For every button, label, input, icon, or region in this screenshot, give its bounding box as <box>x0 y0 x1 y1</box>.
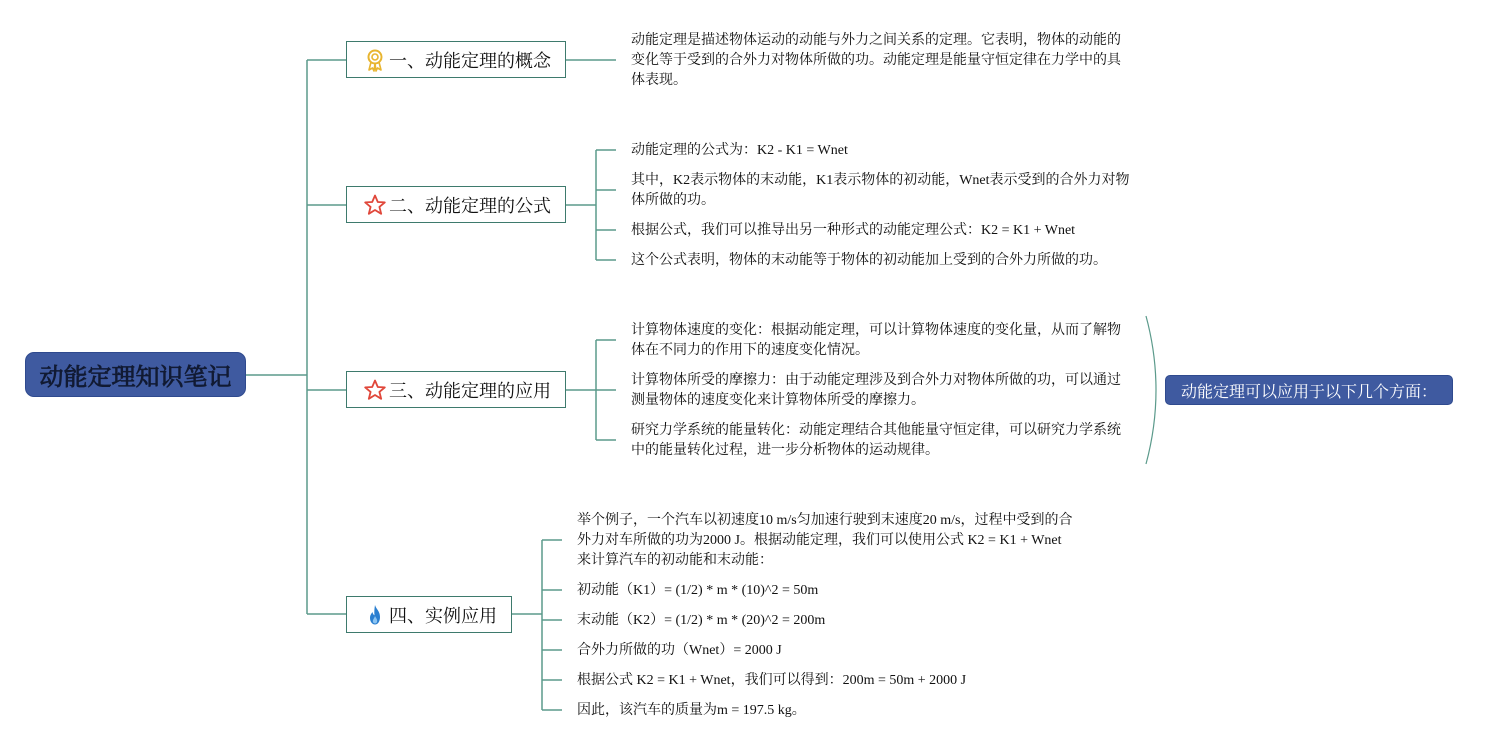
leaf-text: 末动能（K2）= (1/2) * m * (20)^2 = 200m <box>577 613 826 628</box>
summary-text: 动能定理可以应用于以下几个方面： <box>1180 381 1437 401</box>
summary-node[interactable] <box>1165 375 1453 405</box>
leaf-text: 这个公式表明，物体的末动能等于物体的初动能加上受到的合外力所做的功。 <box>631 253 1107 268</box>
branch-title: 二、动能定理的公式 <box>389 195 551 217</box>
branch-title: 一、动能定理的概念 <box>389 50 551 72</box>
leaf-text: 初动能（K1）= (1/2) * m * (10)^2 = 50m <box>577 583 819 598</box>
star-outline-icon <box>363 378 387 402</box>
star-outline-icon <box>363 193 387 217</box>
branch-application[interactable] <box>346 371 566 408</box>
leaf-text: 其中，K2表示物体的末动能，K1表示物体的初动能，Wnet表示受到的合外力对物体所做的功。 <box>631 173 1130 208</box>
branch-formula[interactable] <box>346 186 566 223</box>
flame-icon <box>363 603 387 627</box>
root-node[interactable] <box>25 352 246 397</box>
leaf-text: 动能定理的公式为：K2 - K1 = Wnet <box>631 143 848 158</box>
leaf-text: 研究力学系统的能量转化：动能定理结合其他能量守恒定律，可以研究力学系统中的能量转化过程，进一步分析物体的运动规律。 <box>631 423 1121 458</box>
leaf-text: 根据公式 K2 = K1 + Wnet，我们可以得到：200m = 50m + 2000 J <box>577 673 967 688</box>
branch-concept[interactable] <box>346 41 566 78</box>
leaf-text: 计算物体所受的摩擦力：由于动能定理涉及到合外力对物体所做的功，可以通过测量物体的速度变化来计算物体所受的摩擦力。 <box>631 373 1121 408</box>
leaf-text: 因此，该汽车的质量为m = 197.5 kg。 <box>577 703 806 718</box>
leaf-text: 动能定理是描述物体运动的动能与外力之间关系的定理。它表明，物体的动能的变化等于受到的合外力对物体所做的功。动能定理是能量守恒定律在力学中的具体表现。 <box>631 33 1121 88</box>
leaf-text: 计算物体速度的变化：根据动能定理，可以计算物体速度的变化量，从而了解物体在不同力的作用下的速度变化情况。 <box>631 323 1121 358</box>
leaf-text: 举个例子，一个汽车以初速度10 m/s匀加速行驶到末速度20 m/s，过程中受到的合外力对车所做的功为2000 J。根据动能定理，我们可以使用公式 K2 = K1 + Wnet 来计算汽车的初动能和末动能： <box>577 513 1073 568</box>
award-ribbon-icon <box>363 48 387 72</box>
branch-title: 四、实例应用 <box>389 605 497 627</box>
branch-example[interactable] <box>346 596 512 633</box>
leaf-text: 根据公式，我们可以推导出另一种形式的动能定理公式：K2 = K1 + Wnet <box>631 223 1076 238</box>
leaf-text: 合外力所做的功（Wnet）= 2000 J <box>577 643 782 658</box>
branch-title: 三、动能定理的应用 <box>389 380 551 402</box>
root-title: 动能定理知识笔记 <box>39 363 232 391</box>
